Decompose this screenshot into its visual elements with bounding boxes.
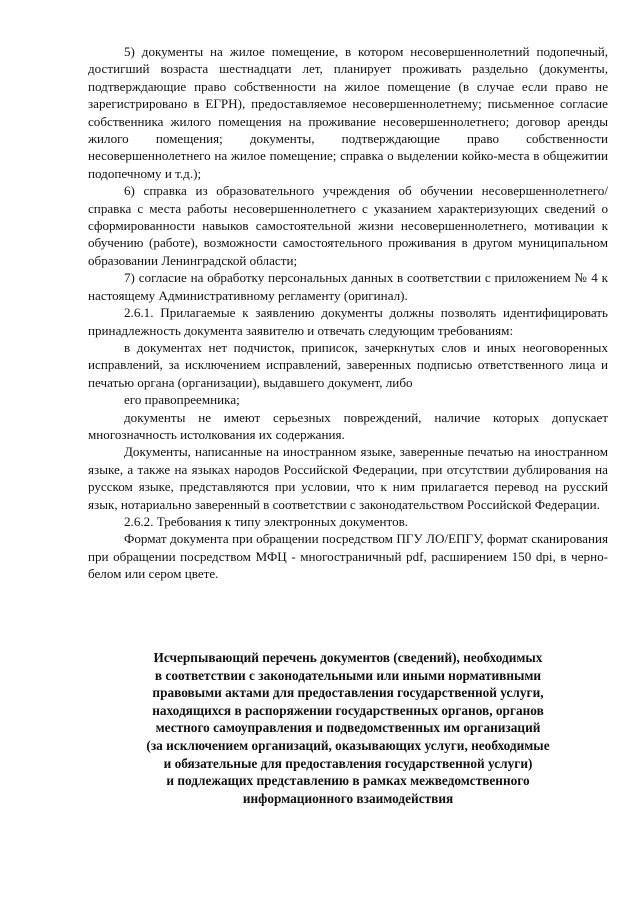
heading-line: в соответствии с законодательными или иными нормативными <box>154 667 542 683</box>
requirement-continuation: его правопреемника; <box>124 392 240 408</box>
heading-line: и подлежащих представлению в рамках межведомственного <box>166 773 530 789</box>
heading-line: (за исключением организаций, оказывающих услуги, необходимые <box>146 737 550 753</box>
foreign-language-documents: Документы, написанные на иностранном языке, заверенные печатью на иностранном языке, а также на языках народов Российской Федерации, при отсутствии дублирования на русском языке, представляются при условии, что к ним прилагается перевод на русский язык, нотариально заверенный в соответствии с законодательством Российской Федерации. <box>88 444 608 512</box>
clause-2-6-2: 2.6.2. Требования к типу электронных документов. <box>124 513 409 529</box>
document-format: Формат документа при обращении посредством ПГУ ЛО/ЕПГУ, формат сканирования при обращении посредством МФЦ - многостраничный pdf, расширением 150 dpi, в черно-белом или сером цвете. <box>88 531 608 582</box>
requirement-no-corrections: в документах нет подчисток, приписок, зачеркнутых слов и иных неоговоренных исправлений, за исключением исправлений, заверенных подписью ответственного лица и печатью органа (организации), выдавшего документ, либо <box>88 339 608 390</box>
heading-line: Исчерпывающий перечень документов (сведений), необходимых <box>153 650 543 665</box>
clause-2-6-1: 2.6.1. Прилагаемые к заявлению документы должны позволять идентифицировать принадлежность документа заявителю и отвечать следующим требованиям: <box>88 305 608 338</box>
heading-line: правовыми актами для предоставления государственной услуги, <box>152 685 544 701</box>
requirement-no-damage: документы не имеют серьезных повреждений, наличие которых допускает многозначность истолкования их содержания. <box>88 409 608 442</box>
heading-line: находящихся в распоряжении государственных органов, органов <box>152 702 544 718</box>
heading-line: информационного взаимодействия <box>242 790 454 806</box>
heading-line: местного самоуправления и подведомственных им организаций <box>155 720 541 736</box>
section-heading <box>88 649 608 807</box>
document-body <box>88 43 608 583</box>
list-item-6: 6) справка из образовательного учреждения об обучении несовершеннолетнего/справка с места работы несовершеннолетнего с указанием характеризующих сведений о сформированности навыков самостоятельной жизни несовершеннолетнего, мотивации к обучению (работе), возможности самостоятельного проживания в другом муниципальном образовании Ленинградской области; <box>88 183 608 268</box>
heading-line: и обязательные для предоставления государственной услуги) <box>163 755 533 771</box>
list-item-5: 5) документы на жилое помещение, в котором несовершеннолетний подопечный, достигший возраста шестнадцати лет, планирует проживать раздельно (документы, подтверждающие право собственности на жилое помещение (в случае если право не зарегистрировано в ЕГРН), предоставляемое несовершеннолетнему; письменное согласие собственника жилого помещения на проживание несовершеннолетнего; договор аренды жилого помещения; документы, подтверждающие право собственности несовершеннолетнего на жилое помещение; справка о выделении койко-места в общежитии подопечному и т.д.); <box>88 44 608 181</box>
list-item-7: 7) согласие на обработку персональных данных в соответствии с приложением № 4 к настоящему Административному регламенту (оригинал). <box>88 270 608 303</box>
